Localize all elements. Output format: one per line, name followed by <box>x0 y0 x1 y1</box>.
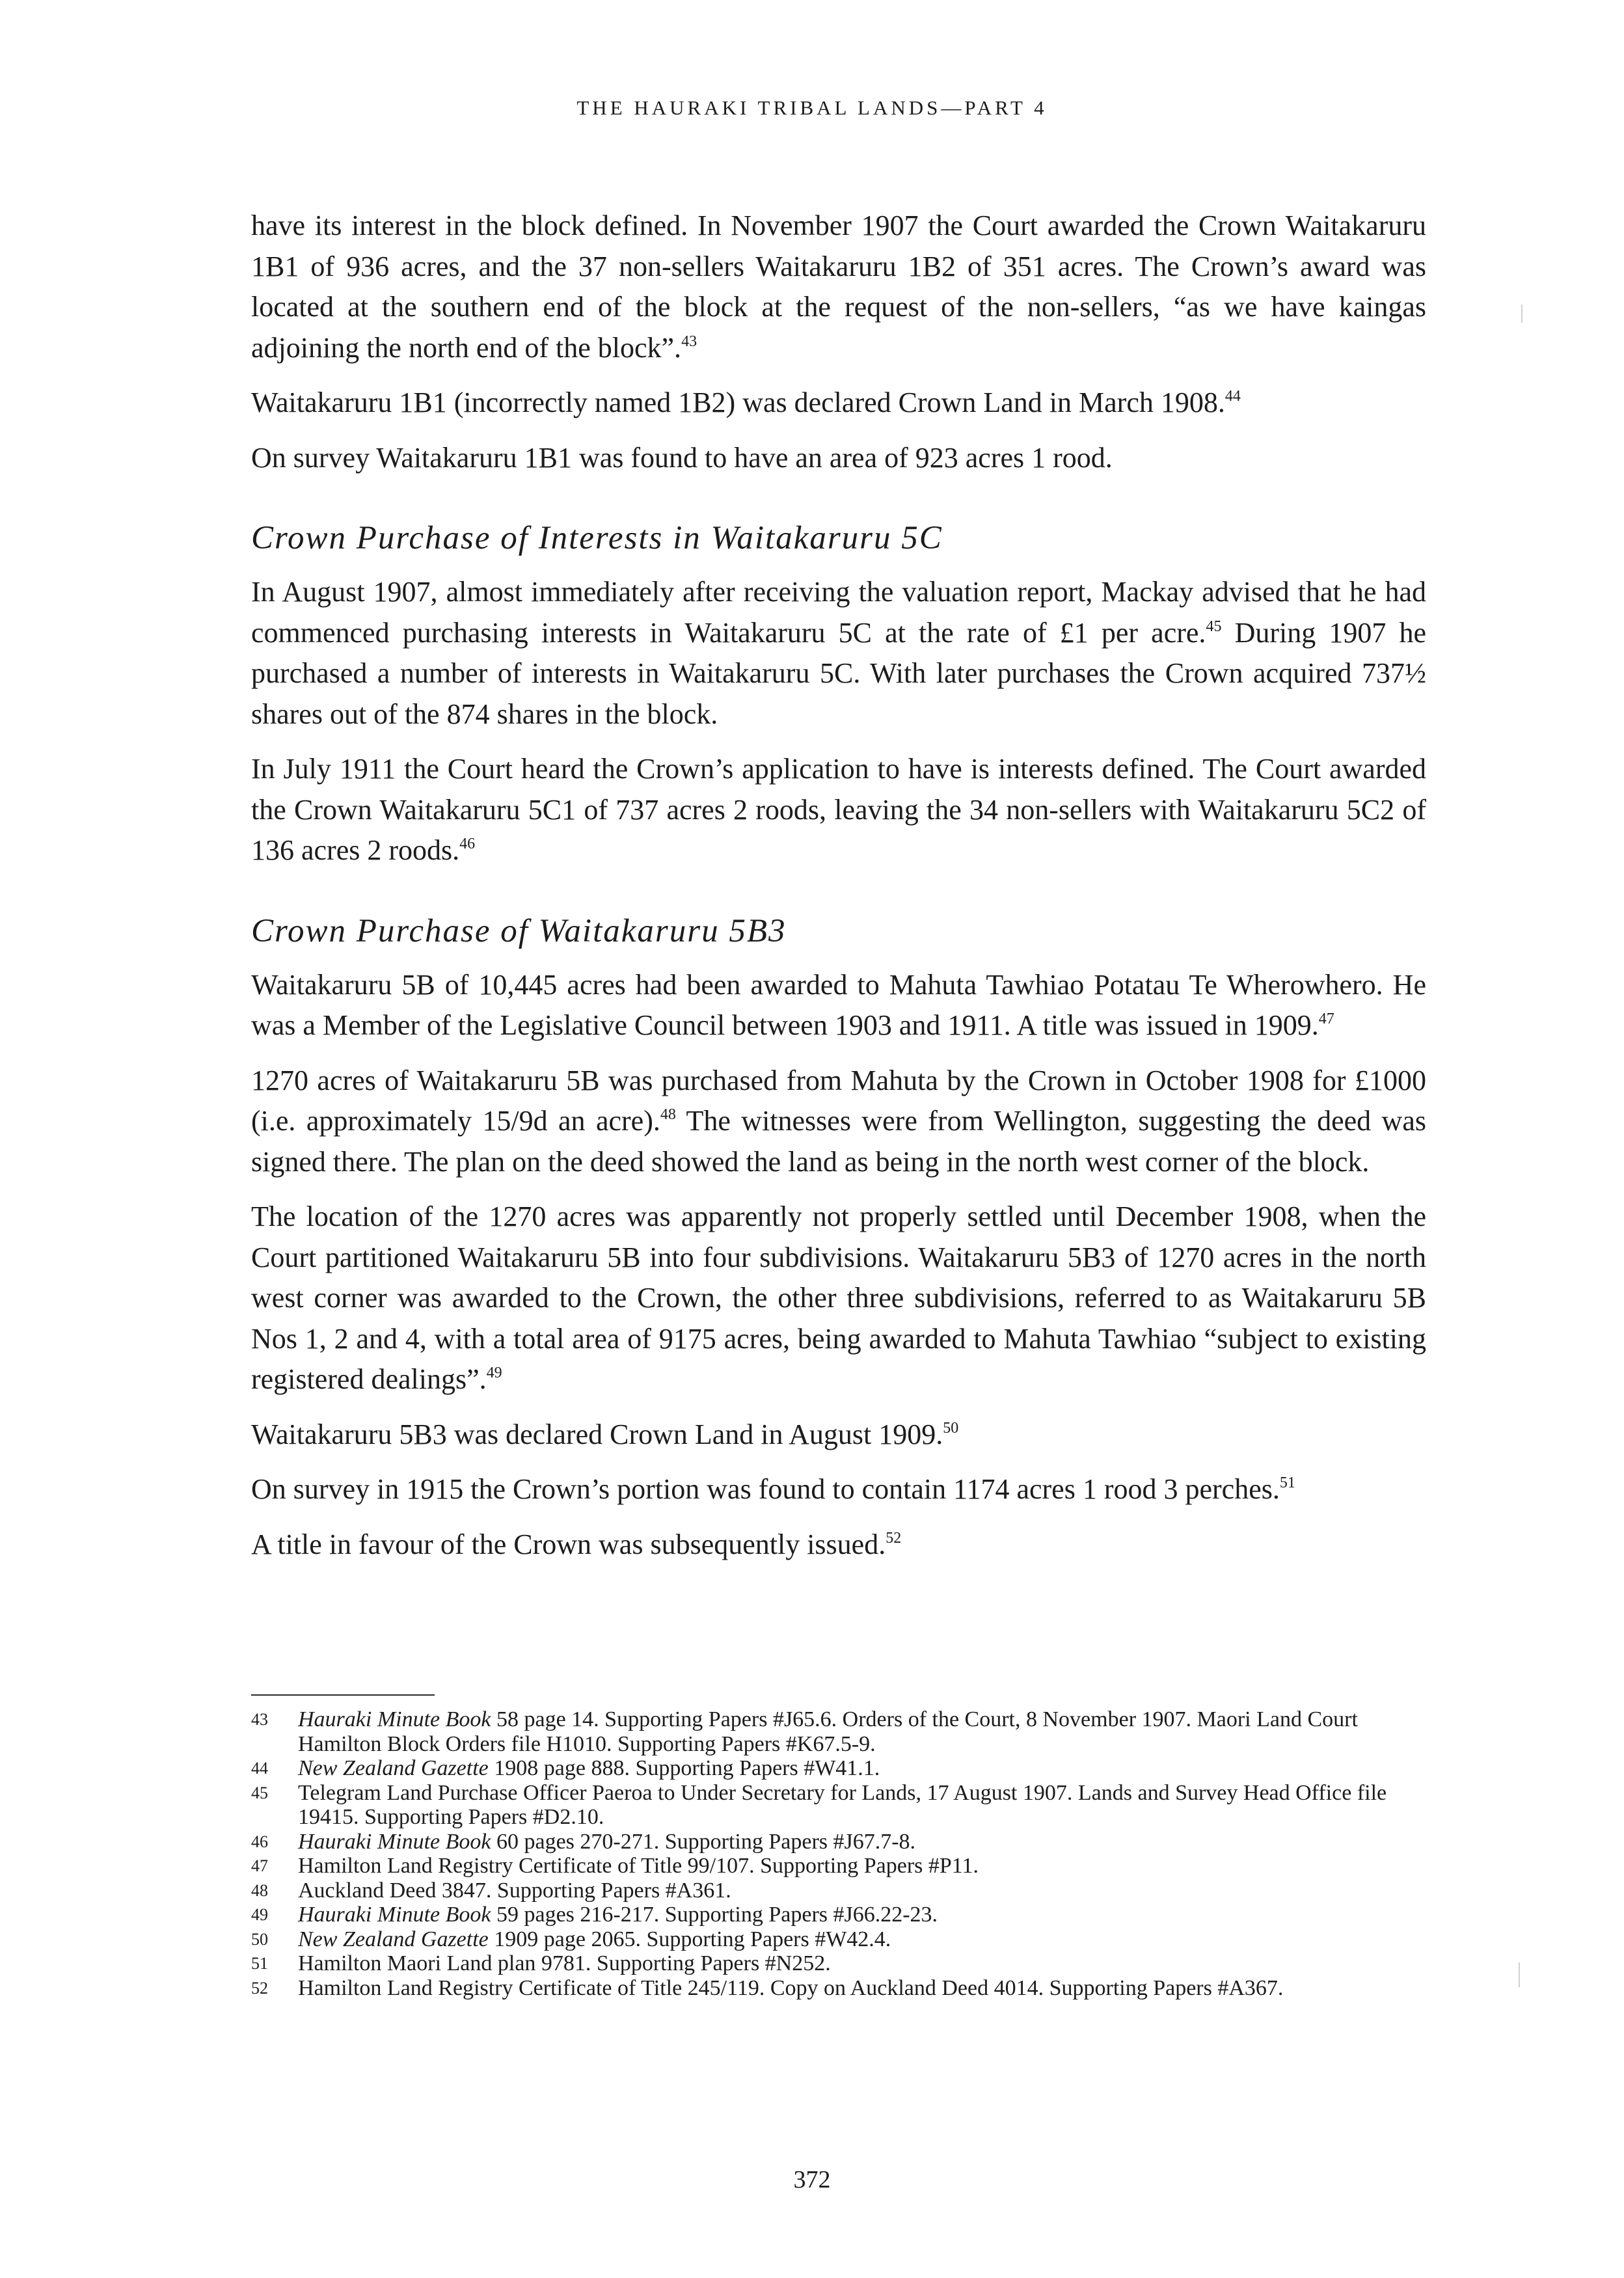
paragraph: have its interest in the block defined. In November 1907 the Court awarded the Crown Waitakaruru 1B1 of 936 acres, and the 37 non-sellers Waitakaruru 1B2 of 351 acres. The Crown’s award was located at the southern end of the block at the request of the non-sellers, “as we have kaingas adjoining the north end of the block”.$^{43}$ <box>251 210 1426 364</box>
footnote-number: 47 <box>251 1856 268 1875</box>
section-heading: Crown Purchase of Waitakaruru 5B3 <box>251 912 787 949</box>
scan-mark <box>1519 1962 1520 1987</box>
paragraph: Waitakaruru 5B of 10,445 acres had been awarded to Mahuta Tawhiao Potatau Te Wherowhero. He was a Member of the Legislative Council between 1903 and 1911. A title was issued in 1909.47 <box>251 968 1426 1041</box>
footnote-ref: 48 <box>660 1106 676 1123</box>
footnote: 47 Hamilton Land Registry Certificate of Title 99/107. Supporting Papers #P11. <box>251 1854 979 1878</box>
footnote-ref: 49 <box>486 1364 502 1381</box>
footnote: 48 Auckland Deed 3847. Supporting Papers #A361. <box>251 1878 731 1903</box>
footnotes <box>251 1707 1426 2000</box>
footnote-ref: 47 <box>1318 1010 1334 1027</box>
footnote-number: 48 <box>251 1880 268 1900</box>
paragraph: 1270 acres of Waitakaruru 5B was purchased from Mahuta by the Crown in October 1908 for £1000 (i.e. approximately 15/9d an acre).$^{48}$ The witnesses were from Wellington, suggesting the deed was signed there. The plan on the deed showed the land as being in the north west corner of the block. <box>251 1064 1426 1178</box>
footnote-number: 51 <box>251 1954 268 1973</box>
footnote: 44 New Zealand Gazette 1908 page 888. Supporting Papers #W41.1. <box>251 1756 880 1780</box>
paragraph: A title in favour of the Crown was subsequently issued.$^{52}$ <box>251 1528 902 1560</box>
footnote-ref: 46 <box>459 835 476 852</box>
paragraph: On survey in 1915 the Crown’s portion was found to contain 1174 acres 1 rood 3 perches.$^{51}$ <box>251 1473 1295 1505</box>
page-number: 372 <box>793 2166 831 2193</box>
section-heading: Crown Purchase of Interests in Waitakaruru 5C <box>251 520 943 556</box>
footnote-number: 46 <box>251 1832 268 1851</box>
footnote-ref: 44 <box>1225 388 1241 405</box>
footnote-rule <box>251 1694 435 1696</box>
paragraph: In July 1911 the Court heard the Crown’s application to have is interests defined. The Court awarded the Crown Waitakaruru 5C1 of 737 acres 2 roods, leaving the 34 non-sellers with Waitakaruru 5C2 of 136 acres 2 roods.$^{46}$ <box>251 753 1426 866</box>
footnote: 43 Hauraki Minute Book 58 page 14. Supporting Papers #J65.6. Orders of the Court, 8 November 1907. Maori Land Court Hamilton Block Orders file H1010. Supporting Papers #K67.5-9. <box>251 1707 1358 1756</box>
running-head: THE HAURAKI TRIBAL LANDS—PART 4 <box>576 96 1048 119</box>
footnote-number: 49 <box>251 1905 268 1924</box>
body-text <box>251 206 1426 1579</box>
footnote-ref: 43 <box>681 332 697 350</box>
footnote-ref: 51 <box>1279 1474 1295 1491</box>
paragraph: On survey Waitakaruru 1B1 was found to have an area of 923 acres 1 rood. <box>251 441 1113 474</box>
footnote: 45 Telegram Land Purchase Officer Paeroa to Under Secretary for Lands, 17 August 1907. Lands and Survey Head Office file 19415. Supporting Papers #D2.10. <box>251 1780 1387 1829</box>
footnote: 49 Hauraki Minute Book 59 pages 216-217. Supporting Papers #J66.22-23. <box>251 1903 938 1927</box>
footnote-number: 50 <box>251 1929 268 1949</box>
paragraph: The location of the 1270 acres was apparently not properly settled until December 1908, when the Court partitioned Waitakaruru 5B into four subdivisions. Waitakaruru 5B3 of 1270 acres in the north west corner was awarded to the Crown, the other three subdivisions, referred to as Waitakaruru 5B Nos 1, 2 and 4, with a total area of 9175 acres, being awarded to Mahuta Tawhiao “subject to existing registered dealings”.$^{49}$ <box>251 1200 1426 1395</box>
paragraph: Waitakaruru 5B3 was declared Crown Land in August 1909.50 <box>251 1418 959 1450</box>
footnote-ref: 52 <box>886 1529 902 1547</box>
paragraph: Waitakaruru 1B1 (incorrectly named 1B2) was declared Crown Land in March 1908.44 <box>251 386 1241 418</box>
paragraph: In August 1907, almost immediately after receiving the valuation report, Mackay advised that he had commenced purchasing interests in Waitakaruru 5C at the rate of £1 per acre.$^{45}$ During 1907 he purchased a number of interests in Waitakaruru 5C. With later purchases the Crown acquired 737½ shares out of the 874 shares in the block. <box>251 576 1427 730</box>
footnote: 51 Hamilton Maori Land plan 9781. Supporting Papers #N252. <box>251 1951 831 1975</box>
scan-mark <box>1521 305 1522 323</box>
footnote: 50 New Zealand Gazette 1909 page 2065. Supporting Papers #W42.4. <box>251 1927 891 1951</box>
footnote: 52 Hamilton Land Registry Certificate of Title 245/119. Copy on Auckland Deed 4014. Supporting Papers #A367. <box>251 1975 1284 2000</box>
footnote-number: 45 <box>251 1783 268 1802</box>
footnote-number: 44 <box>251 1759 268 1778</box>
footnote-ref: 50 <box>943 1419 959 1437</box>
footnote-number: 52 <box>251 1978 268 1998</box>
footnote-ref: 45 <box>1206 617 1222 635</box>
footnote: 46 Hauraki Minute Book 60 pages 270-271. Supporting Papers #J67.7-8. <box>251 1829 916 1854</box>
footnote-number: 43 <box>251 1710 268 1729</box>
